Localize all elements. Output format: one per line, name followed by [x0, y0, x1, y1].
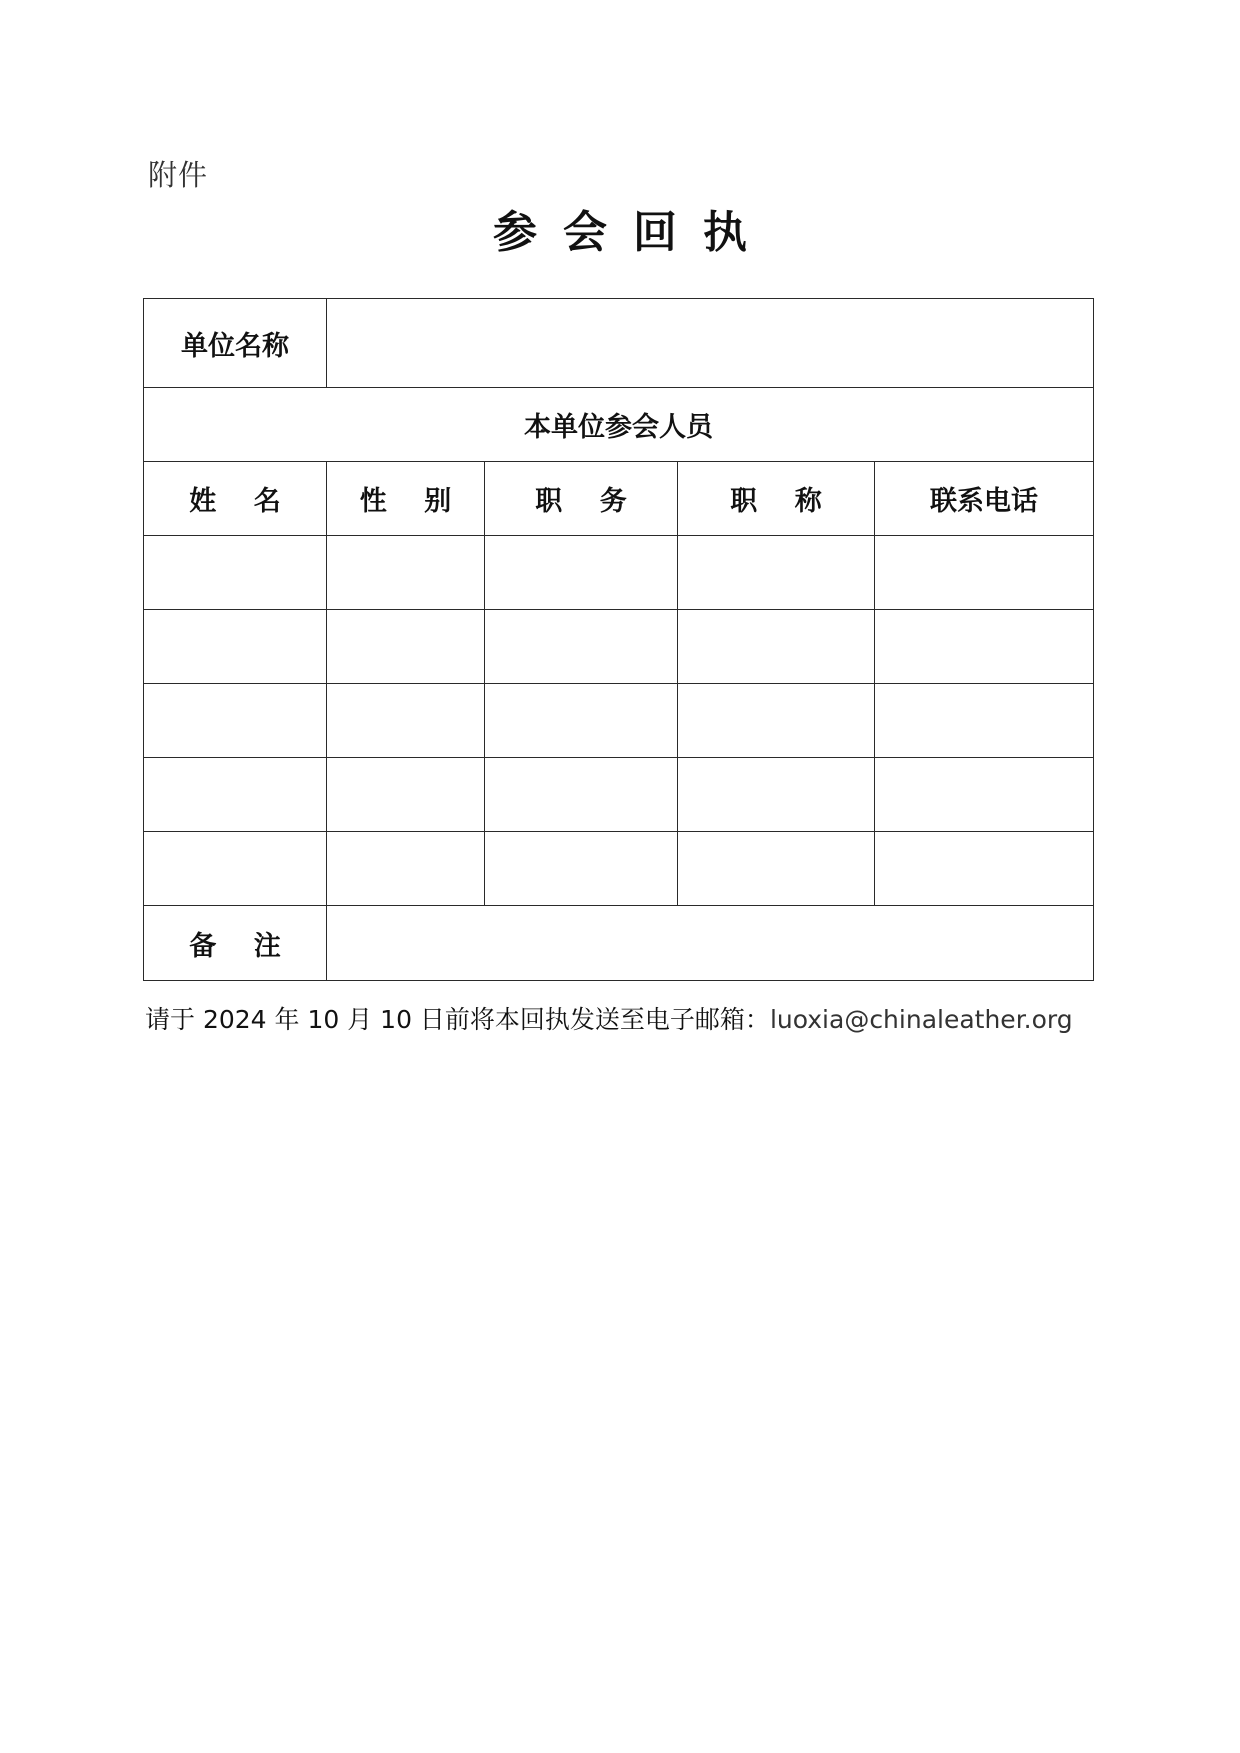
- attendee-position-cell[interactable]: [485, 832, 678, 906]
- attendee-name-cell[interactable]: [144, 758, 327, 832]
- attendee-title-cell[interactable]: [678, 536, 875, 610]
- attendee-row: [144, 832, 1094, 906]
- attendee-name-cell[interactable]: [144, 684, 327, 758]
- attendee-title-cell[interactable]: [678, 758, 875, 832]
- attachment-label: 附件: [148, 158, 209, 192]
- notice-text: 请于 2024 年 10 月 10 日前将本回执发送至电子邮箱：: [145, 1005, 770, 1034]
- column-header-name: 姓 名: [144, 462, 327, 536]
- attendee-row: [144, 684, 1094, 758]
- unit-name-row: [144, 299, 1094, 388]
- column-header-phone: 联系电话: [875, 462, 1094, 536]
- attendee-name-cell[interactable]: [144, 536, 327, 610]
- attendee-name-cell[interactable]: [144, 832, 327, 906]
- column-header-gender: 性 别: [327, 462, 485, 536]
- attendee-header-row: [144, 462, 1094, 536]
- attendee-phone-cell[interactable]: [875, 610, 1094, 684]
- attendee-row: [144, 536, 1094, 610]
- submission-notice: [145, 1000, 1073, 1036]
- attendee-phone-cell[interactable]: [875, 536, 1094, 610]
- attendee-name-cell[interactable]: [144, 610, 327, 684]
- receipt-form-table: [143, 298, 1094, 981]
- page-title: 参会回执: [493, 207, 773, 258]
- column-header-title: 职 称: [678, 462, 875, 536]
- attendee-gender-cell[interactable]: [327, 536, 485, 610]
- attendee-row: [144, 758, 1094, 832]
- attendee-title-cell[interactable]: [678, 610, 875, 684]
- column-header-position: 职 务: [485, 462, 678, 536]
- attendee-gender-cell[interactable]: [327, 684, 485, 758]
- attendee-gender-cell[interactable]: [327, 832, 485, 906]
- remarks-field[interactable]: [327, 906, 1094, 981]
- attendee-position-cell[interactable]: [485, 536, 678, 610]
- remarks-label: 备 注: [144, 906, 327, 981]
- attendee-position-cell[interactable]: [485, 684, 678, 758]
- attendee-phone-cell[interactable]: [875, 758, 1094, 832]
- attendee-phone-cell[interactable]: [875, 832, 1094, 906]
- contact-email: luoxia@chinaleather.org: [769, 1005, 1073, 1034]
- attendees-section-label: 本单位参会人员: [144, 388, 1094, 462]
- unit-name-label: 单位名称: [144, 299, 327, 388]
- attendee-gender-cell[interactable]: [327, 610, 485, 684]
- attendee-title-cell[interactable]: [678, 832, 875, 906]
- attendee-gender-cell[interactable]: [327, 758, 485, 832]
- attendee-phone-cell[interactable]: [875, 684, 1094, 758]
- unit-name-field[interactable]: [327, 299, 1094, 388]
- attendee-position-cell[interactable]: [485, 610, 678, 684]
- attendee-row: [144, 610, 1094, 684]
- attendees-section-row: [144, 388, 1094, 462]
- attendee-title-cell[interactable]: [678, 684, 875, 758]
- attendee-position-cell[interactable]: [485, 758, 678, 832]
- remarks-row: [144, 906, 1094, 981]
